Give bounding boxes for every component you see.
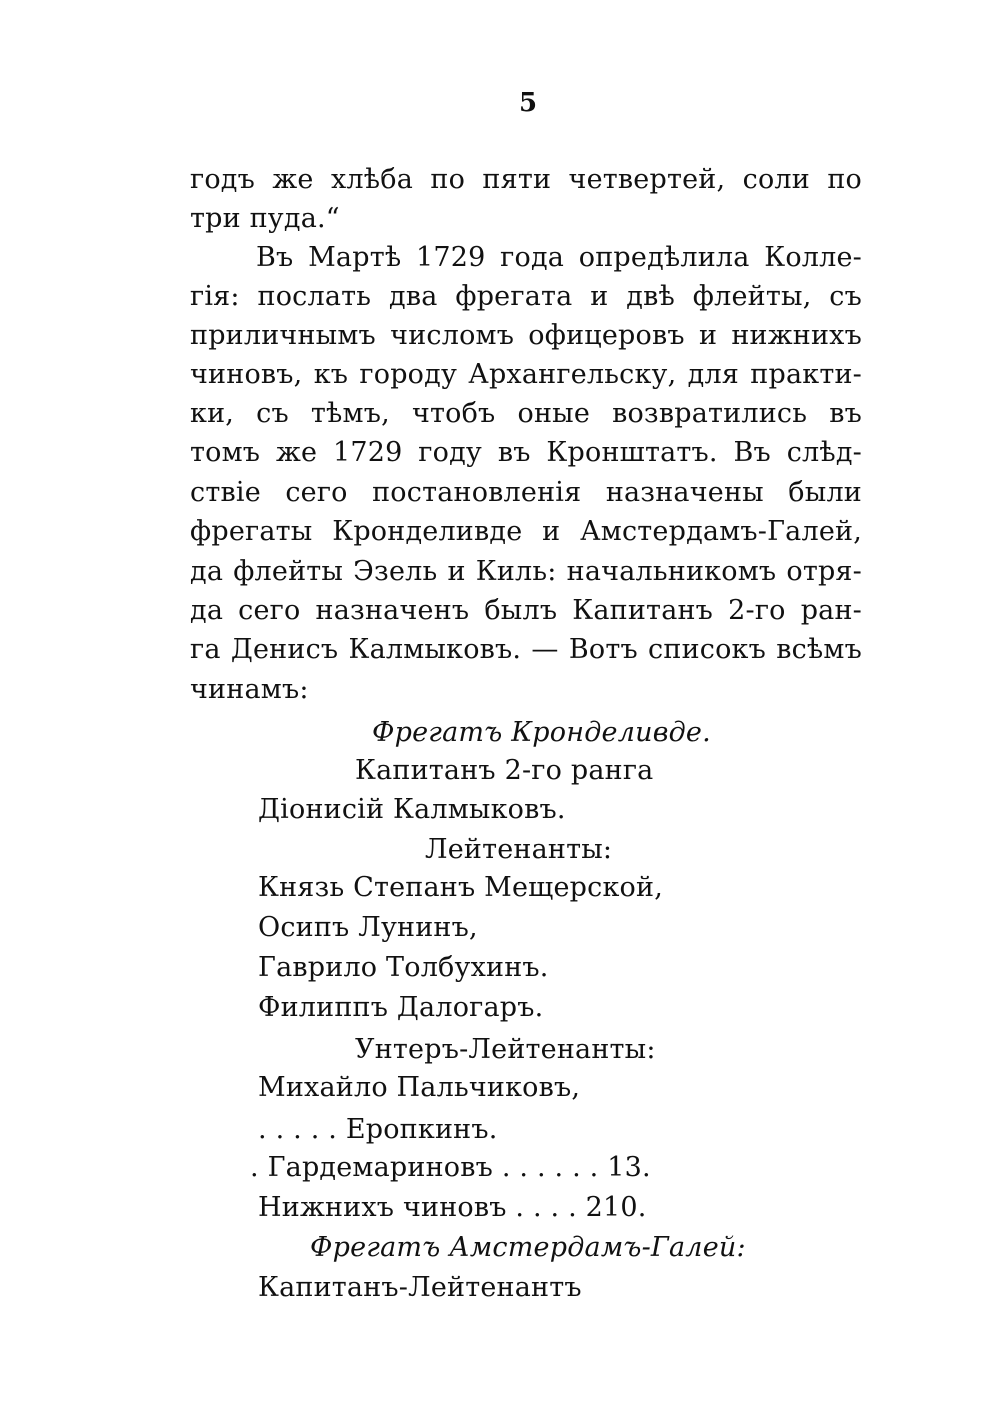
name-line: Михайло Пальчиковъ,	[258, 1072, 581, 1103]
text-line: три пуда.“	[190, 203, 340, 234]
section-heading: Унтеръ-Лейтенанты:	[355, 1034, 656, 1065]
section-heading: Лейтенанты:	[425, 834, 613, 865]
text-line: годъ же хлѣба по пяти четвертей, соли по	[190, 164, 862, 195]
ship-title: Фрегатъ Амстердамъ-Галей:	[310, 1232, 746, 1263]
text-line: фрегаты Кронделивде и Амстердамъ-Галей,	[190, 516, 862, 547]
name-line: . . . . . Еропкинъ.	[258, 1114, 498, 1145]
text-line: да сего назначенъ былъ Капитанъ 2-го ран-	[190, 595, 862, 626]
text-line: приличнымъ числомъ офицеровъ и нижнихъ	[190, 320, 862, 351]
page-number: 5	[519, 88, 538, 118]
text-line: чиновъ, къ городу Архангельску, для практи-	[190, 359, 862, 390]
text-line: гія: послать два фрегата и двѣ флейты, съ	[190, 281, 862, 312]
text-line: Въ Мартѣ 1729 года опредѣлила Колле-	[256, 242, 862, 273]
rank-line: Капитанъ-Лейтенантъ	[258, 1272, 582, 1303]
text-line: чинамъ:	[190, 674, 309, 705]
count-line: Нижнихъ чиновъ . . . . 210.	[258, 1192, 647, 1223]
name-line: Князь Степанъ Мещерской,	[258, 872, 663, 903]
text-line: томъ же 1729 году въ Кронштатъ. Въ слѣд-	[190, 437, 862, 468]
name-line: Филиппъ Далогаръ.	[258, 992, 544, 1023]
text-line: да флейты Эзель и Киль: начальникомъ отря-	[190, 556, 862, 587]
name-line: Осипъ Лунинъ,	[258, 912, 478, 943]
text-line: ствіе сего постановленія назначены были	[190, 477, 862, 508]
count-line: . Гардемариновъ . . . . . . 13.	[250, 1152, 651, 1183]
text-line: га Денисъ Калмыковъ. — Вотъ списокъ всѣмъ	[190, 634, 862, 665]
name-line: Гаврило Толбухинъ.	[258, 952, 549, 983]
ship-title: Фрегатъ Кронделивде.	[372, 717, 711, 748]
rank-line: Капитанъ 2-го ранга	[355, 755, 654, 786]
text-line: ки, съ тѣмъ, чтобъ оные возвратились въ	[190, 398, 862, 429]
name-line: Діонисій Калмыковъ.	[258, 794, 566, 825]
